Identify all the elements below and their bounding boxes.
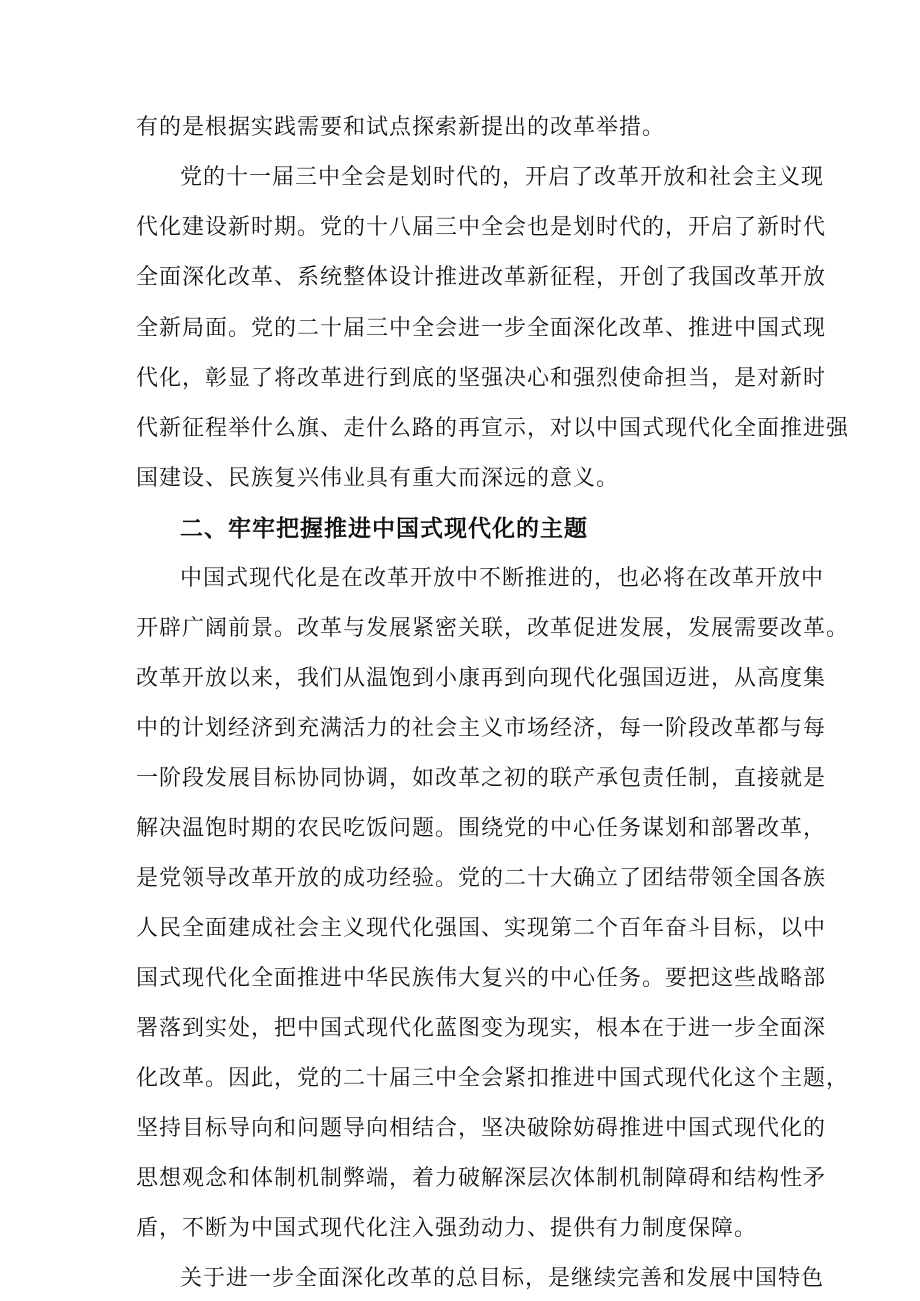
paragraph-3-line-1: 中国式现代化是在改革开放中不断推进的，也必将在改革开放中 xyxy=(180,566,825,591)
paragraph-3-line-6: 解决温饱时期的农民吃饭问题。围绕党的中心任务谋划和部署改革， xyxy=(136,816,827,841)
paragraph-2-line-6: 代新征程举什么旗、走什么路的再宣示，对以中国式现代化全面推进强 xyxy=(136,416,850,441)
paragraph-3-line-5: 一阶段发展目标协同协调，如改革之初的联产承包责任制，直接就是 xyxy=(136,766,827,791)
paragraph-3-line-13: 思想观念和体制机制弊端，着力破解深层次体制机制障碍和结构性矛 xyxy=(136,1166,827,1191)
paragraph-3-line-3: 改革开放以来，我们从温饱到小康再到向现代化强国迈进，从高度集 xyxy=(136,666,827,691)
paragraph-2-line-2: 代化建设新时期。党的十八届三中全会也是划时代的，开启了新时代 xyxy=(136,215,827,240)
paragraph-2-line-5: 代化，彰显了将改革进行到底的坚强决心和强烈使命担当，是对新时 xyxy=(136,366,827,391)
paragraph-2-line-3: 全面深化改革、系统整体设计推进改革新征程，开创了我国改革开放 xyxy=(136,265,827,290)
paragraph-3-line-4: 中的计划经济到充满活力的社会主义市场经济，每一阶段改革都与每 xyxy=(136,716,827,741)
paragraph-3-line-7: 是党领导改革开放的成功经验。党的二十大确立了团结带领全国各族 xyxy=(136,866,827,891)
paragraph-2-line-1: 党的十一届三中全会是划时代的，开启了改革开放和社会主义现 xyxy=(180,165,825,190)
paragraph-3-line-8: 人民全面建成社会主义现代化强国、实现第二个百年奋斗目标，以中 xyxy=(136,916,827,941)
paragraph-1-line-1: 有的是根据实践需要和试点探索新提出的改革举措。 xyxy=(136,115,666,140)
paragraph-3-line-2: 开辟广阔前景。改革与发展紧密关联，改革促进发展，发展需要改革。 xyxy=(136,616,850,641)
paragraph-2-line-7: 国建设、民族复兴伟业具有重大而深远的意义。 xyxy=(136,466,620,491)
paragraph-3-line-12: 坚持目标导向和问题导向相结合，坚决破除妨碍推进中国式现代化的 xyxy=(136,1116,827,1141)
paragraph-3-line-14: 盾，不断为中国式现代化注入强劲动力、提供有力制度保障。 xyxy=(136,1216,758,1241)
paragraph-3-line-10: 署落到实处，把中国式现代化蓝图变为现实，根本在于进一步全面深 xyxy=(136,1016,827,1041)
section-heading: 二、牢牢把握推进中国式现代化的主题 xyxy=(180,516,588,542)
paragraph-3-line-11: 化改革。因此，党的二十届三中全会紧扣推进中国式现代化这个主题， xyxy=(136,1066,850,1091)
paragraph-3-line-9: 国式现代化全面推进中华民族伟大复兴的中心任务。要把这些战略部 xyxy=(136,966,827,991)
paragraph-2-line-4: 全新局面。党的二十届三中全会进一步全面深化改革、推进中国式现 xyxy=(136,316,827,341)
paragraph-4-line-1: 关于进一步全面深化改革的总目标，是继续完善和发展中国特色 xyxy=(180,1266,825,1291)
